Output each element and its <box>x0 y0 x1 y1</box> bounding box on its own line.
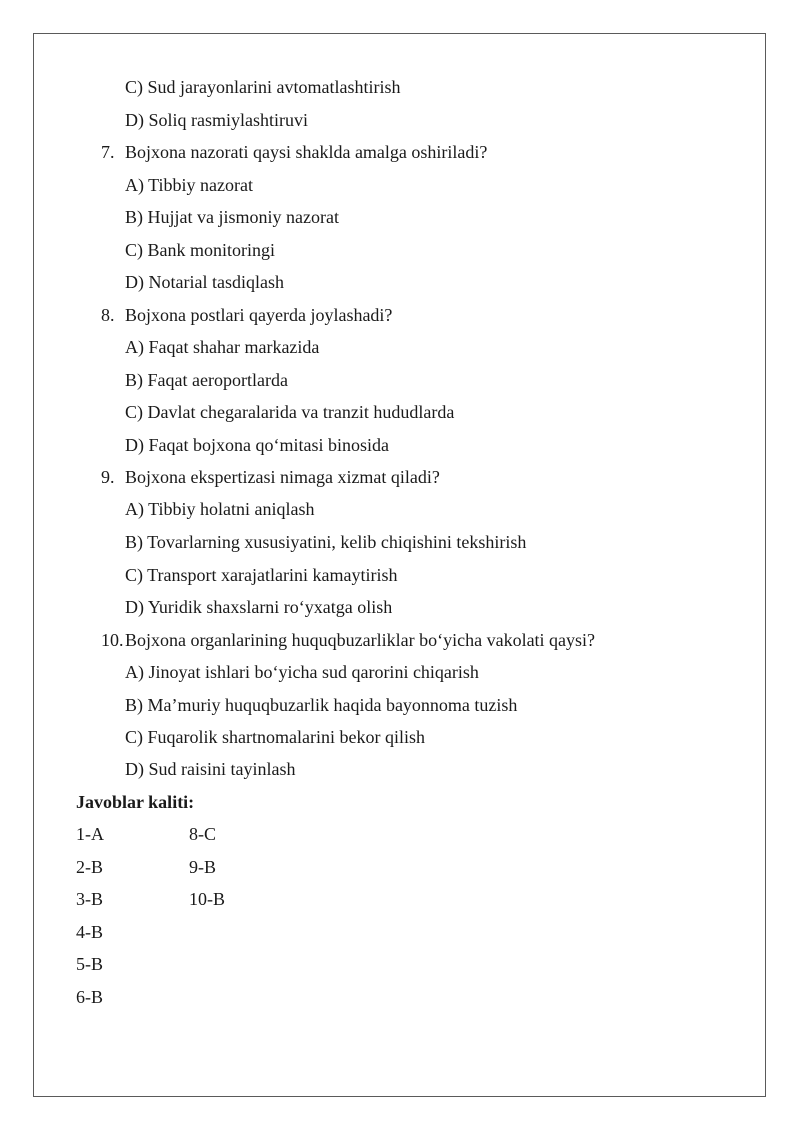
answer-key-item: 2-B <box>76 857 103 877</box>
answer-key-item: 1-A <box>76 824 104 844</box>
option-b: B) Hujjat va jismoniy nazorat <box>125 207 339 227</box>
answer-key-item: 9-B <box>189 857 216 877</box>
answer-key-item: 4-B <box>76 922 103 942</box>
option-d: D) Yuridik shaxslarni ro‘yxatga olish <box>125 597 393 617</box>
answer-key-heading: Javoblar kaliti: <box>76 792 195 812</box>
question-number: 7. <box>101 142 115 162</box>
option-b: B) Faqat aeroportlarda <box>125 370 288 390</box>
question-text: Bojxona organlarining huquqbuzarliklar bo‘yicha vakolati qaysi? <box>125 630 596 650</box>
option-c: C) Transport xarajatlarini kamaytirish <box>125 565 398 585</box>
option-c: C) Sud jarayonlarini avtomatlashtirish <box>125 77 401 97</box>
option-b: B) Ma’muriy huquqbuzarlik haqida bayonnoma tuzish <box>125 695 518 715</box>
option-a: A) Jinoyat ishlari bo‘yicha sud qarorini chiqarish <box>125 662 479 682</box>
question-text: Bojxona postlari qayerda joylashadi? <box>125 305 393 325</box>
question-number: 10. <box>101 630 124 650</box>
question-number: 8. <box>101 305 115 325</box>
option-c: C) Fuqarolik shartnomalarini bekor qilish <box>125 727 425 747</box>
answer-key-item: 5-B <box>76 954 103 974</box>
option-d: D) Soliq rasmiylashtiruvi <box>125 110 308 130</box>
answer-key-item: 8-C <box>189 824 216 844</box>
question-text: Bojxona ekspertizasi nimaga xizmat qiladi? <box>125 467 440 487</box>
option-d: D) Sud raisini tayinlash <box>125 759 296 779</box>
option-d: D) Faqat bojxona qo‘mitasi binosida <box>125 435 389 455</box>
option-c: C) Davlat chegaralarida va tranzit hududlarda <box>125 402 455 422</box>
option-a: A) Tibbiy holatni aniqlash <box>125 499 315 519</box>
option-c: C) Bank monitoringi <box>125 240 275 260</box>
answer-key-item: 6-B <box>76 987 103 1007</box>
question-text: Bojxona nazorati qaysi shaklda amalga oshiriladi? <box>125 142 488 162</box>
option-a: A) Tibbiy nazorat <box>125 175 253 195</box>
option-b: B) Tovarlarning xususiyatini, kelib chiqishini tekshirish <box>125 532 527 552</box>
question-number: 9. <box>101 467 115 487</box>
answer-key-item: 10-B <box>189 889 225 909</box>
answer-key-item: 3-B <box>76 889 103 909</box>
option-d: D) Notarial tasdiqlash <box>125 272 284 292</box>
option-a: A) Faqat shahar markazida <box>125 337 320 357</box>
